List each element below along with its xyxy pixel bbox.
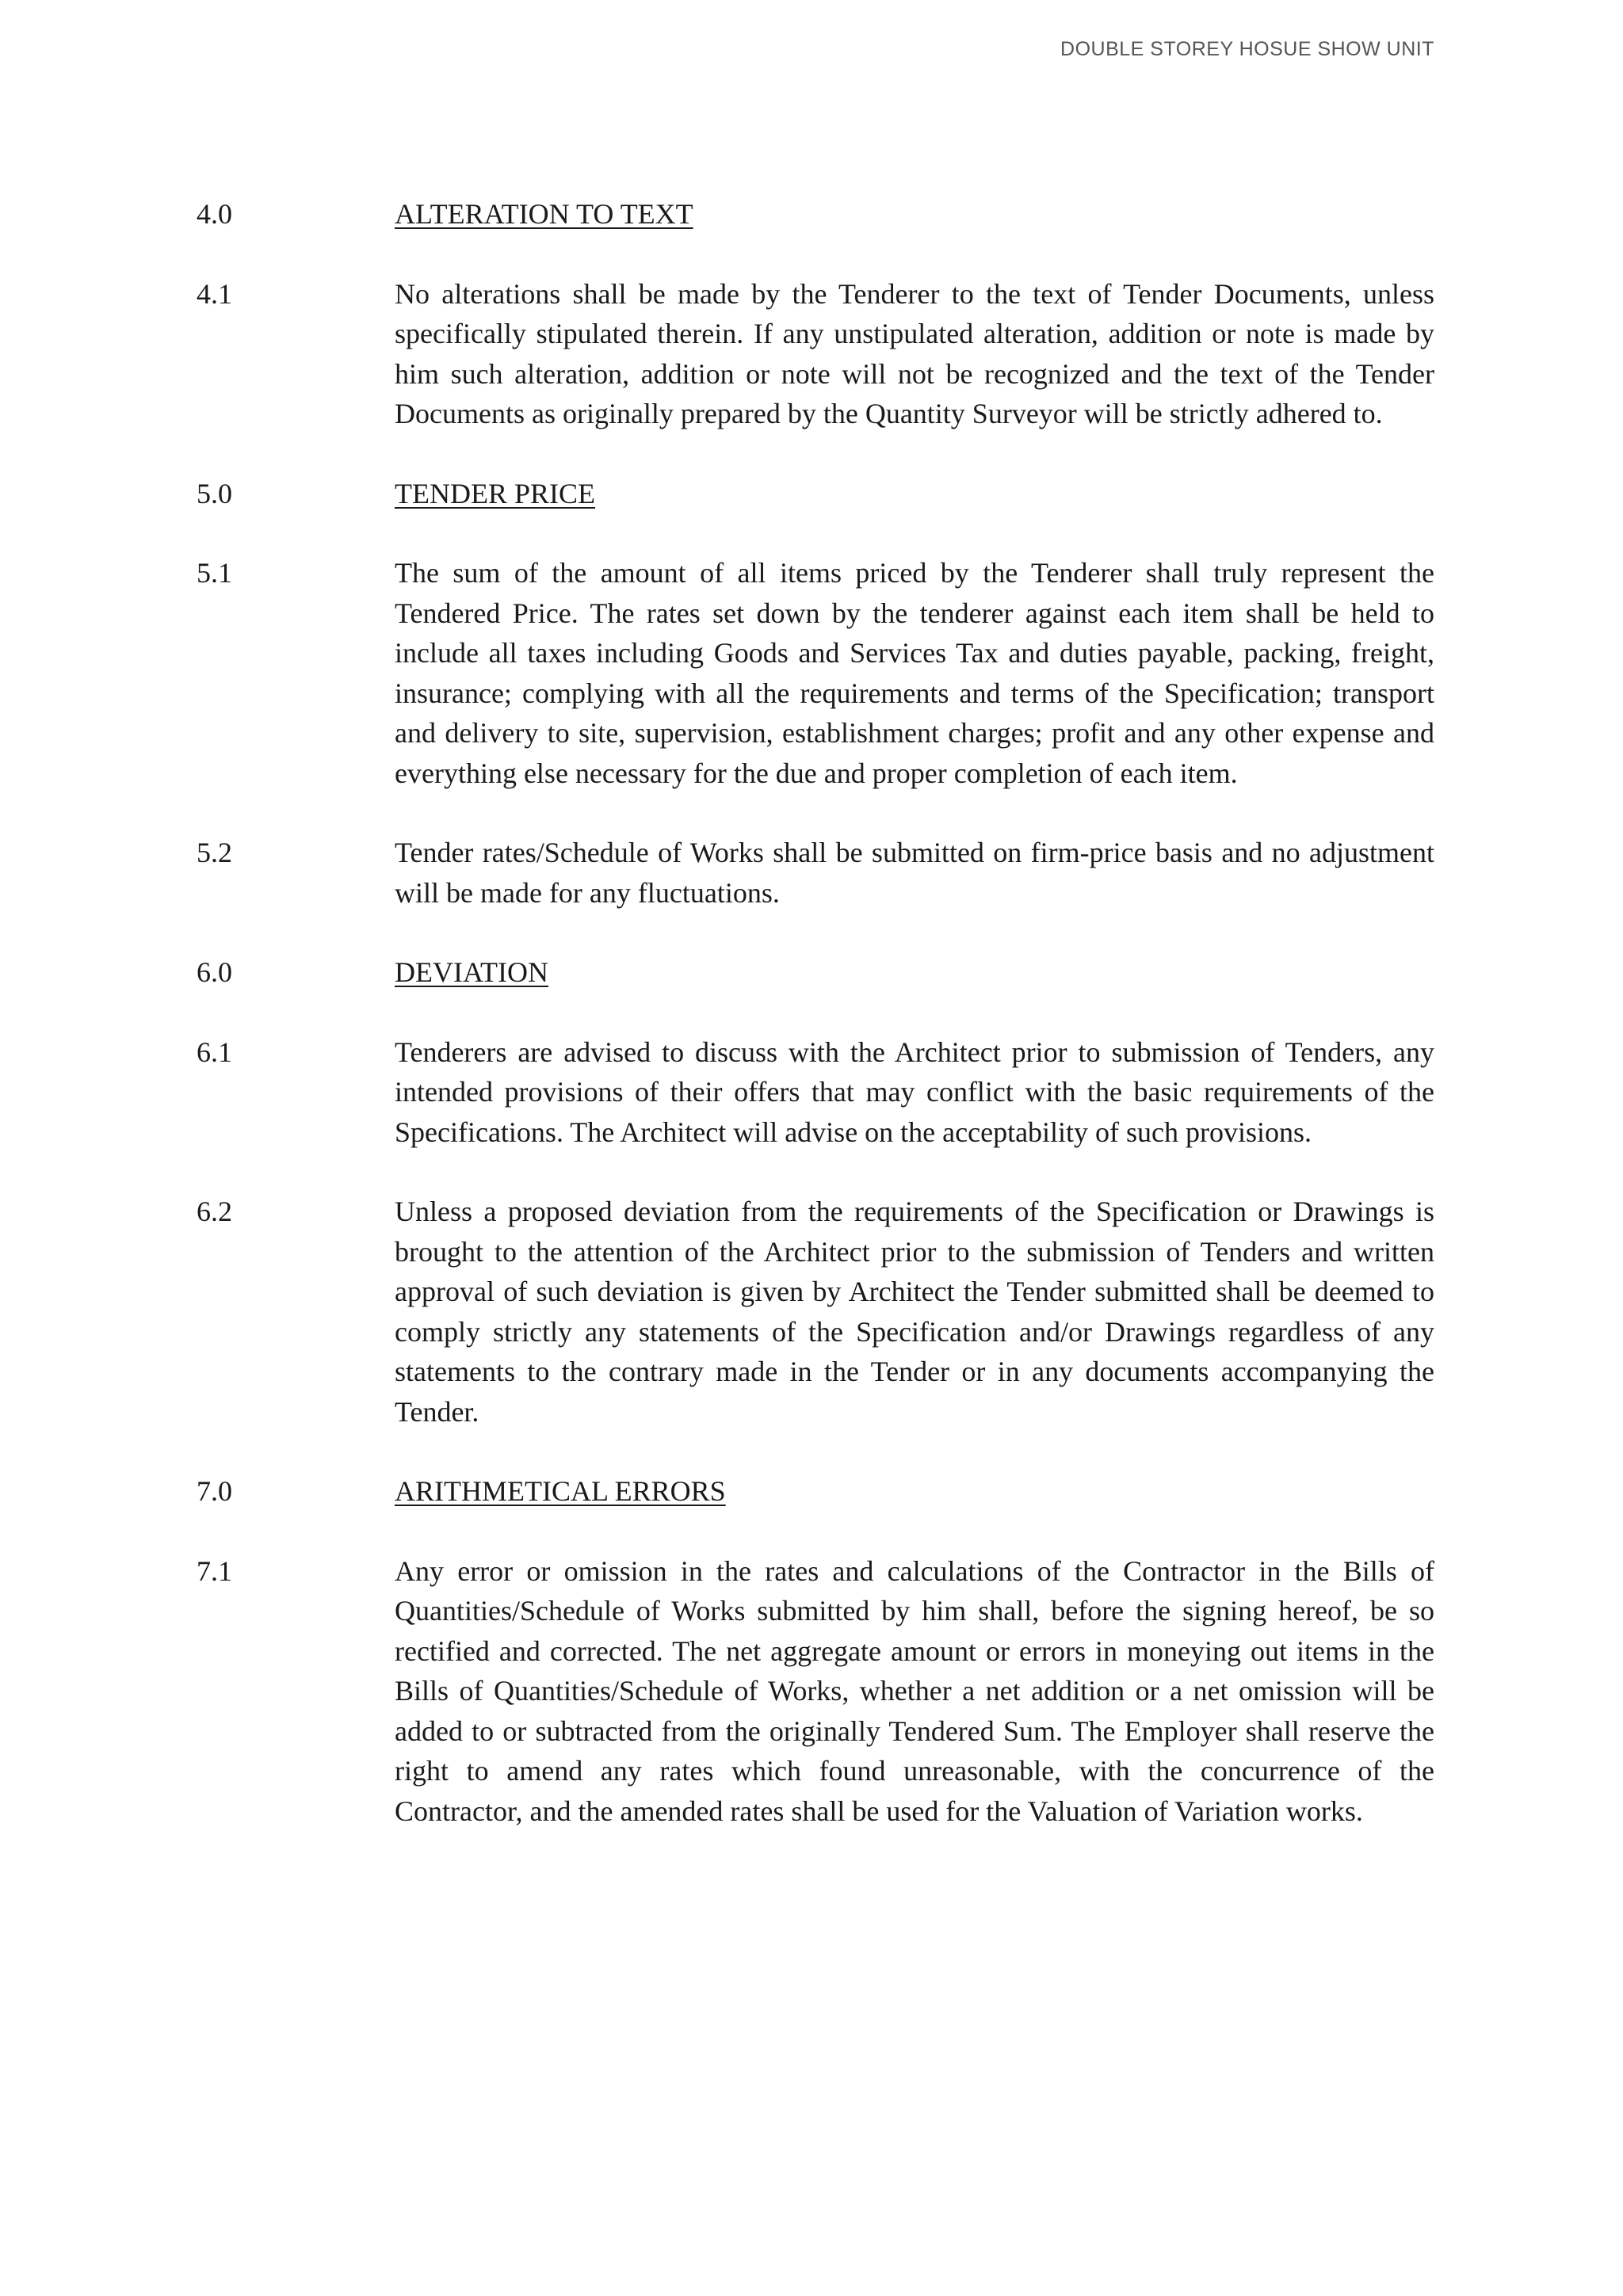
clause-text: Any error or omission in the rates and calculations of the Contractor in the Bills of Quantities/Schedule of Works submitted by him shall, before the signing hereof, be so rectified and corrected. The net aggregate amount or errors in moneying out items in the Bills of Quantities/Schedule of Works, whether a net addition or a net omission will be added to or subtracted from the originally Tendered Sum. The Employer shall reserve the right to amend any rates which found unreasonable, with the concurrence of the Contractor, and the amended rates shall be used for the Valuation of Variation works. <box>395 1554 1434 1827</box>
clause-number: 4.0 <box>197 198 232 230</box>
section-title: TENDER PRICE <box>395 477 596 509</box>
section-title: DEVIATION <box>395 956 548 988</box>
page-header: DOUBLE STOREY HOSUE SHOW UNIT <box>1060 38 1434 60</box>
clause-number: 6.1 <box>197 1035 232 1068</box>
clause-text: No alterations shall be made by the Tenderer to the text of Tender Documents, unless specifically stipulated therein. If any unstipulated alteration, addition or note is made by him such alteration, addition or note will not be recognized and the text of the Tender Documents as originally prepared by the Quantity Surveyor will be strictly adhered to. <box>395 277 1434 429</box>
clause-number: 6.2 <box>197 1196 232 1227</box>
document-body <box>197 194 1434 1831</box>
clause-text: Tender rates/Schedule of Works shall be submitted on firm-price basis and no adjustment will be made for any fluctuations. <box>395 837 1434 909</box>
clause-number: 6.0 <box>197 956 232 988</box>
section-heading-5-0 <box>197 474 1434 514</box>
section-heading-4-0 <box>197 194 1434 235</box>
clause-text: Tenderers are advised to discuss with the Architect prior to submission of Tenders, any intended provisions of their offers that may conflict with the basic requirements of the Specifications. The Architect will advise on the acceptability of such provisions. <box>395 1035 1434 1148</box>
clause-number: 7.0 <box>197 1475 232 1507</box>
clause-5-1 <box>197 553 1434 793</box>
clause-number: 4.1 <box>197 277 232 310</box>
section-title: ARITHMETICAL ERRORS <box>395 1475 726 1507</box>
clause-7-1 <box>197 1551 1434 1832</box>
clause-6-2 <box>197 1192 1434 1432</box>
clause-text: The sum of the amount of all items priced by the Tenderer shall truly represent the Tendered Price. The rates set down by the tenderer against each item shall be held to include all taxes including Goods and Services Tax and duties payable, packing, freight, insurance; complying with all the requirements and terms of the Specification; transport and delivery to site, supervision, establishment charges; profit and any other expense and everything else necessary for the due and proper completion of each item. <box>395 557 1434 789</box>
clause-number: 5.2 <box>197 837 232 868</box>
section-heading-6-0 <box>197 952 1434 993</box>
clause-4-1 <box>197 274 1434 434</box>
section-title: ALTERATION TO TEXT <box>395 198 693 230</box>
clause-5-2 <box>197 833 1434 913</box>
clause-number: 5.0 <box>197 477 232 509</box>
clause-6-1 <box>197 1032 1434 1153</box>
section-heading-7-0 <box>197 1471 1434 1512</box>
clause-number: 5.1 <box>197 557 232 589</box>
clause-text: Unless a proposed deviation from the requirements of the Specification or Drawings is brought to the attention of the Architect prior to the submission of Tenders and written approval of such deviation is given by Architect the Tender submitted shall be deemed to comply strictly any statements of the Specification and/or Drawings regardless of any statements to the contrary made in the Tender or in any documents accompanying the Tender. <box>395 1196 1434 1428</box>
clause-number: 7.1 <box>197 1554 232 1587</box>
